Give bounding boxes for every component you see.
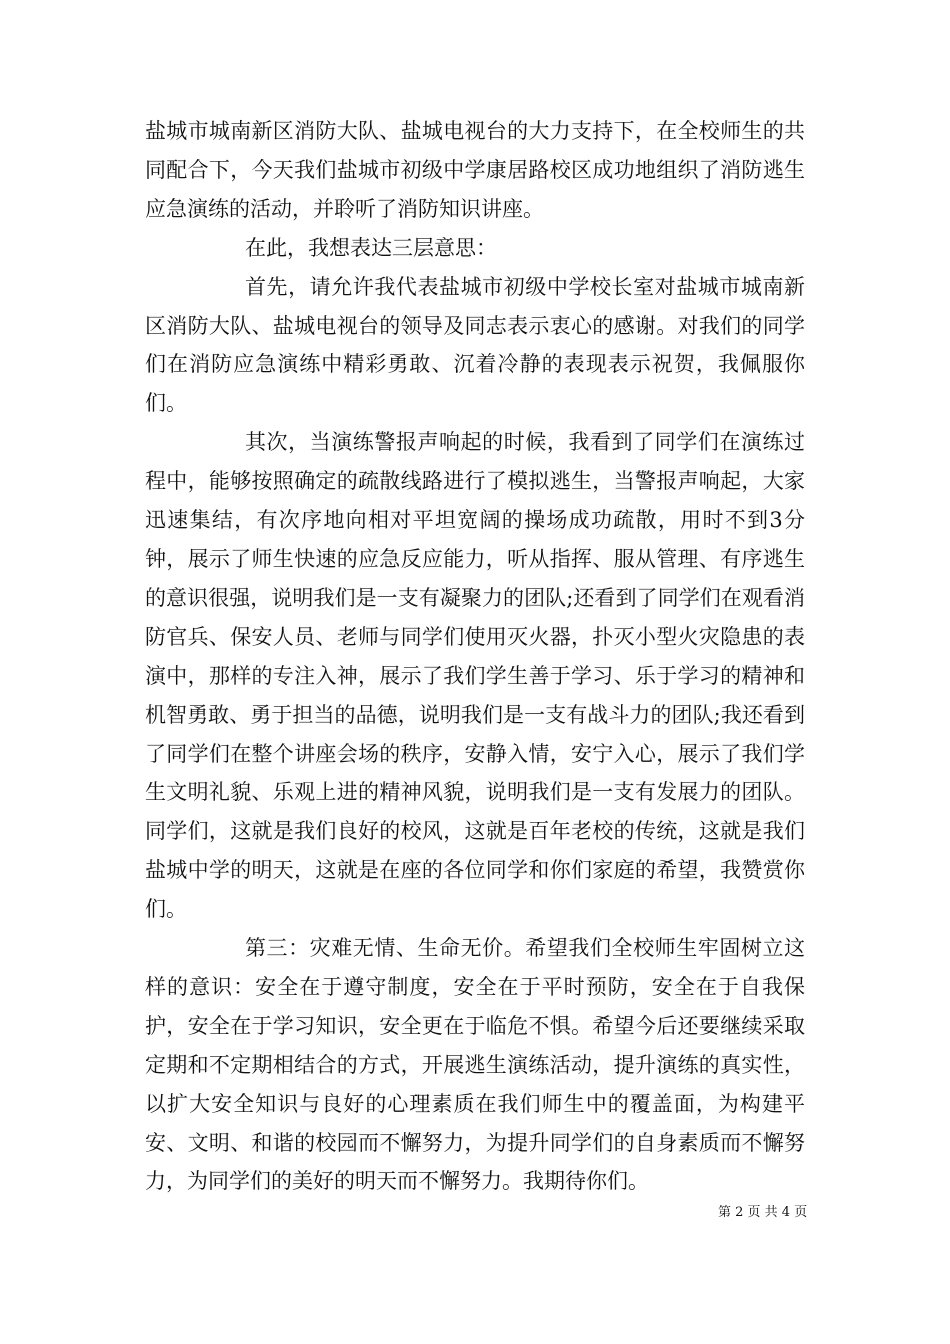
paragraph-second-point: 其次，当演练警报声响起的时候，我看到了同学们在演练过程中，能够按照确定的疏散线路进行了模拟逃生，当警报声响起，大家迅速集结，有次序地向相对平坦宽阔的操场成功疏散，用时不到3分钟，展示了师生快速的应急反应能力，听从指挥、服从管理、有序逃生的意识很强，说明我们是一支有凝聚力的团队;还看到了同学们在观看消防官兵、保安人员、老师与同学们使用灭火器，扑灭小型火灾隐患的表演中，那样的专注入神，展示了我们学生善于学习、乐于学习的精神和机智勇敢、勇于担当的品德，说明我们是一支有战斗力的团队;我还看到了同学们在整个讲座会场的秩序，安静入情，安宁入心，展示了我们学生文明礼貌、乐观上进的精神风貌，说明我们是一支有发展力的团队。同学们，这就是我们良好的校风，这就是百年老校的传统，这就是我们盐城中学的明天，这就是在座的各位同学和你们家庭的希望，我赞赏你们。: [145, 430, 805, 922]
paragraph-intro: 在此，我想表达三层意思：: [245, 235, 497, 260]
page-number-footer: 第 2 页 共 4 页: [718, 1205, 808, 1220]
paragraph-third-point: 第三：灾难无情、生命无价。希望我们全校师生牢固树立这样的意识：安全在于遵守制度，安全在于平时预防，安全在于自我保护，安全在于学习知识，安全更在于临危不惧。希望今后还要继续采取定期和不定期相结合的方式，开展逃生演练活动，提升演练的真实性，以扩大安全知识与良好的心理素质在我们师生中的覆盖面，为构建平安、文明、和谐的校园而不懈努力，为提升同学们的自身素质而不懈努力，为同学们的美好的明天而不懈努力。我期待你们。: [145, 936, 805, 1194]
paragraph-first-point: 首先，请允许我代表盐城市初级中学校长室对盐城市城南新区消防大队、盐城电视台的领导及同志表示衷心的感谢。对我们的同学们在消防应急演练中精彩勇敢、沉着冷静的表现表示祝贺，我佩服你们。: [145, 274, 805, 416]
paragraph-continuation: 盐城市城南新区消防大队、盐城电视台的大力支持下，在全校师生的共同配合下，今天我们盐城市初级中学康居路校区成功地组织了消防逃生应急演练的活动，并聆听了消防知识讲座。: [145, 119, 805, 221]
document-body: [145, 112, 805, 1201]
